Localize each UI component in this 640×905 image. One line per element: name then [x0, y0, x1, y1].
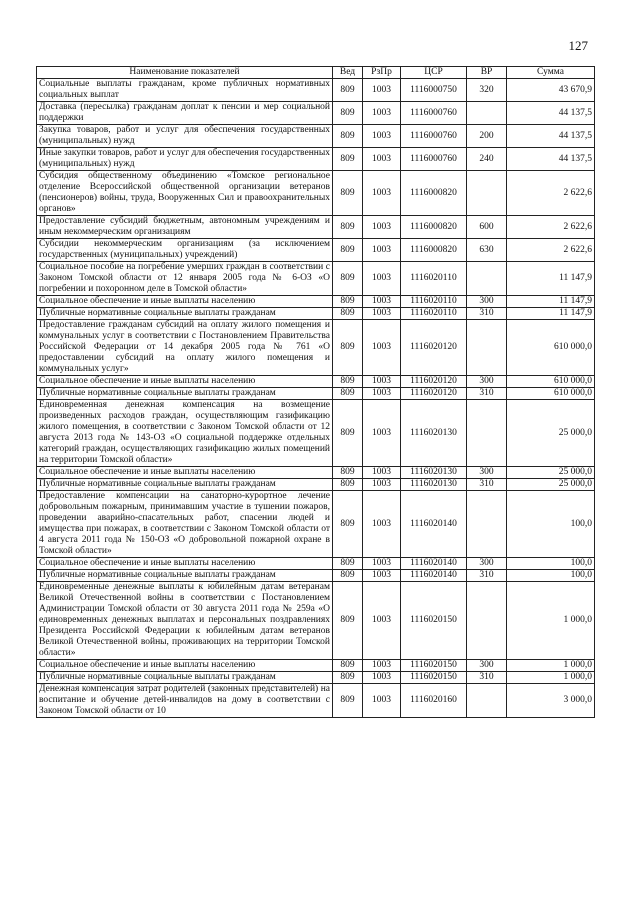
table-row: [37, 491, 595, 558]
table-header-row: [37, 67, 595, 79]
table-row: [37, 582, 595, 660]
budget-table: [36, 66, 595, 718]
cell-vr: [467, 400, 507, 467]
cell-ved: 809: [333, 400, 363, 467]
table-row: [37, 148, 595, 171]
cell-vr: 300: [467, 660, 507, 672]
cell-name: Социальное обеспечение и иные выплаты населению: [37, 467, 333, 479]
cell-sum: 11 147,9: [507, 262, 595, 296]
cell-vr: [467, 320, 507, 376]
cell-rzpr: 1003: [363, 308, 401, 320]
header-name: Наименование показателей: [37, 67, 333, 79]
cell-csr: 1116020140: [401, 491, 467, 558]
cell-rzpr: 1003: [363, 79, 401, 102]
cell-vr: 300: [467, 558, 507, 570]
table-body: [37, 79, 595, 718]
header-ved: Вед: [333, 67, 363, 79]
cell-csr: 1116020130: [401, 479, 467, 491]
cell-vr: [467, 684, 507, 718]
cell-vr: 310: [467, 479, 507, 491]
cell-sum: 44 137,5: [507, 125, 595, 148]
cell-vr: 630: [467, 239, 507, 262]
cell-name: Публичные нормативные социальные выплаты гражданам: [37, 308, 333, 320]
cell-ved: 809: [333, 479, 363, 491]
cell-name: Социальное обеспечение и иные выплаты населению: [37, 376, 333, 388]
cell-name: Предоставление субсидий бюджетным, автономным учреждениям и иным некоммерческим организациям: [37, 216, 333, 239]
header-sum: Сумма: [507, 67, 595, 79]
cell-sum: 25 000,0: [507, 479, 595, 491]
cell-ved: 809: [333, 467, 363, 479]
cell-csr: 1116020150: [401, 660, 467, 672]
table-row: [37, 467, 595, 479]
table-row: [37, 376, 595, 388]
cell-vr: [467, 582, 507, 660]
cell-vr: 310: [467, 388, 507, 400]
header-vr: ВР: [467, 67, 507, 79]
cell-vr: 240: [467, 148, 507, 171]
cell-name: Социальное обеспечение и иные выплаты населению: [37, 558, 333, 570]
cell-rzpr: 1003: [363, 582, 401, 660]
cell-name: Единовременные денежные выплаты к юбилейным датам ветеранам Великой Отечественной войны в соответствии с Постановлением Администрации Томской области от 30 августа 2011 года № 259а «О единовременных денежных выплатах и персональных поздравлениях Президента Российской Федерации к юбилейным датам ветеранов Великой Отечественной войны, проживающих на территории Томской области»: [37, 582, 333, 660]
cell-name: Социальное обеспечение и иные выплаты населению: [37, 296, 333, 308]
cell-ved: 809: [333, 125, 363, 148]
cell-rzpr: 1003: [363, 148, 401, 171]
cell-rzpr: 1003: [363, 239, 401, 262]
cell-ved: 809: [333, 296, 363, 308]
cell-rzpr: 1003: [363, 400, 401, 467]
cell-ved: 809: [333, 491, 363, 558]
cell-ved: 809: [333, 672, 363, 684]
cell-rzpr: 1003: [363, 216, 401, 239]
cell-sum: 11 147,9: [507, 296, 595, 308]
cell-csr: 1116020150: [401, 582, 467, 660]
cell-csr: 1116020110: [401, 296, 467, 308]
cell-name: Публичные нормативные социальные выплаты гражданам: [37, 479, 333, 491]
cell-vr: 300: [467, 376, 507, 388]
table-row: [37, 308, 595, 320]
cell-ved: 809: [333, 102, 363, 125]
cell-ved: 809: [333, 582, 363, 660]
cell-name: Публичные нормативные социальные выплаты гражданам: [37, 672, 333, 684]
cell-sum: 1 000,0: [507, 660, 595, 672]
cell-csr: 1116020110: [401, 262, 467, 296]
page-number: 127: [568, 38, 588, 53]
cell-name: Субсидии некоммерческим организациям (за исключением государственных (муниципальных) учреждений): [37, 239, 333, 262]
cell-ved: 809: [333, 320, 363, 376]
cell-sum: 2 622,6: [507, 216, 595, 239]
table-row: [37, 479, 595, 491]
cell-name: Социальное обеспечение и иные выплаты населению: [37, 660, 333, 672]
cell-vr: 300: [467, 467, 507, 479]
table-row: [37, 660, 595, 672]
cell-ved: 809: [333, 239, 363, 262]
table-row: [37, 79, 595, 102]
cell-rzpr: 1003: [363, 320, 401, 376]
cell-ved: 809: [333, 262, 363, 296]
cell-rzpr: 1003: [363, 171, 401, 216]
cell-ved: 809: [333, 216, 363, 239]
cell-name: Социальные выплаты гражданам, кроме публичных нормативных социальных выплат: [37, 79, 333, 102]
cell-sum: 25 000,0: [507, 467, 595, 479]
cell-name: Предоставление гражданам субсидий на оплату жилого помещения и коммунальных услуг в соответствии с Постановлением Правительства Российской Федерации от 14 декабря 2005 года № 761 «О предоставлении субсидий на оплату жилого помещения и коммунальных услуг»: [37, 320, 333, 376]
cell-csr: 1116020120: [401, 388, 467, 400]
cell-rzpr: 1003: [363, 558, 401, 570]
cell-vr: [467, 171, 507, 216]
cell-vr: [467, 262, 507, 296]
cell-name: Субсидия общественному объединению «Томское региональное отделение Всероссийской общественной организации ветеранов (пенсионеров) войны, труда, Вооруженных Сил и правоохранительных органов»: [37, 171, 333, 216]
cell-rzpr: 1003: [363, 125, 401, 148]
cell-csr: 1116000760: [401, 125, 467, 148]
cell-csr: 1116000750: [401, 79, 467, 102]
cell-rzpr: 1003: [363, 376, 401, 388]
cell-sum: 1 000,0: [507, 672, 595, 684]
cell-sum: 44 137,5: [507, 148, 595, 171]
cell-sum: 610 000,0: [507, 320, 595, 376]
table-row: [37, 320, 595, 376]
cell-rzpr: 1003: [363, 672, 401, 684]
cell-csr: 1116000820: [401, 171, 467, 216]
cell-rzpr: 1003: [363, 491, 401, 558]
cell-vr: 200: [467, 125, 507, 148]
cell-sum: 2 622,6: [507, 171, 595, 216]
cell-name: Публичные нормативные социальные выплаты гражданам: [37, 388, 333, 400]
table-row: [37, 400, 595, 467]
cell-ved: 809: [333, 376, 363, 388]
cell-sum: 43 670,9: [507, 79, 595, 102]
cell-vr: [467, 102, 507, 125]
cell-csr: 1116020140: [401, 570, 467, 582]
cell-rzpr: 1003: [363, 262, 401, 296]
cell-name: Иные закупки товаров, работ и услуг для обеспечения государственных (муниципальных) нужд: [37, 148, 333, 171]
header-csr: ЦСР: [401, 67, 467, 79]
cell-sum: 100,0: [507, 570, 595, 582]
cell-sum: 44 137,5: [507, 102, 595, 125]
table-row: [37, 570, 595, 582]
cell-csr: 1116020120: [401, 320, 467, 376]
cell-csr: 1116020120: [401, 376, 467, 388]
cell-ved: 809: [333, 558, 363, 570]
table-row: [37, 216, 595, 239]
table-row: [37, 239, 595, 262]
cell-name: Публичные нормативные социальные выплаты гражданам: [37, 570, 333, 582]
cell-vr: 310: [467, 672, 507, 684]
table-row: [37, 684, 595, 718]
cell-csr: 1116020160: [401, 684, 467, 718]
cell-csr: 1116000820: [401, 239, 467, 262]
cell-sum: 1 000,0: [507, 582, 595, 660]
cell-rzpr: 1003: [363, 479, 401, 491]
cell-sum: 3 000,0: [507, 684, 595, 718]
cell-name: Единовременная денежная компенсация на возмещение произведенных расходов граждан, осуществляющим газификацию жилого помещения, в соответствии с Законом Томской области от 12 августа 2013 года № 143-ОЗ «О социальной поддержке отдельных категорий граждан, осуществляющих газификацию жилых помещений на территории Томской области»: [37, 400, 333, 467]
cell-name: Предоставление компенсации на санаторно-курортное лечение добровольным пожарным, принимавшим участие в тушении пожаров, проведении аварийно-спасательных работ, спасении людей и имущества при пожарах, в соответствии с Законом Томской области от 4 августа 2011 года № 150-ОЗ «О добровольной пожарной охране в Томской области»: [37, 491, 333, 558]
table-row: [37, 672, 595, 684]
table-row: [37, 171, 595, 216]
table-row: [37, 125, 595, 148]
cell-csr: 1116020130: [401, 400, 467, 467]
cell-ved: 809: [333, 308, 363, 320]
header-rzpr: РзПр: [363, 67, 401, 79]
table-row: [37, 262, 595, 296]
cell-sum: 610 000,0: [507, 376, 595, 388]
cell-vr: 310: [467, 570, 507, 582]
cell-ved: 809: [333, 660, 363, 672]
cell-ved: 809: [333, 570, 363, 582]
cell-vr: 310: [467, 308, 507, 320]
cell-vr: 600: [467, 216, 507, 239]
cell-csr: 1116020130: [401, 467, 467, 479]
cell-rzpr: 1003: [363, 570, 401, 582]
cell-ved: 809: [333, 148, 363, 171]
cell-name: Доставка (пересылка) гражданам доплат к пенсии и мер социальной поддержки: [37, 102, 333, 125]
cell-ved: 809: [333, 79, 363, 102]
cell-csr: 1116020110: [401, 308, 467, 320]
cell-rzpr: 1003: [363, 296, 401, 308]
cell-sum: 25 000,0: [507, 400, 595, 467]
cell-sum: 2 622,6: [507, 239, 595, 262]
cell-csr: 1116000760: [401, 148, 467, 171]
cell-vr: [467, 491, 507, 558]
cell-sum: 100,0: [507, 491, 595, 558]
cell-rzpr: 1003: [363, 102, 401, 125]
cell-vr: 320: [467, 79, 507, 102]
table-row: [37, 102, 595, 125]
cell-sum: 11 147,9: [507, 308, 595, 320]
cell-csr: 1116000760: [401, 102, 467, 125]
cell-csr: 1116020140: [401, 558, 467, 570]
table-row: [37, 296, 595, 308]
table-row: [37, 388, 595, 400]
cell-name: Закупка товаров, работ и услуг для обеспечения государственных (муниципальных) нужд: [37, 125, 333, 148]
cell-vr: 300: [467, 296, 507, 308]
cell-rzpr: 1003: [363, 467, 401, 479]
cell-ved: 809: [333, 684, 363, 718]
cell-csr: 1116020150: [401, 672, 467, 684]
cell-rzpr: 1003: [363, 684, 401, 718]
table-row: [37, 558, 595, 570]
cell-ved: 809: [333, 388, 363, 400]
cell-name: Социальное пособие на погребение умерших граждан в соответствии с Законом Томской области от 12 января 2005 года № 6-ОЗ «О погребении и похоронном деле в Томской области»: [37, 262, 333, 296]
cell-sum: 610 000,0: [507, 388, 595, 400]
cell-name: Денежная компенсация затрат родителей (законных представителей) на воспитание и обучение детей-инвалидов на дому в соответствии с Законом Томской области от 10: [37, 684, 333, 718]
cell-ved: 809: [333, 171, 363, 216]
cell-sum: 100,0: [507, 558, 595, 570]
cell-rzpr: 1003: [363, 388, 401, 400]
cell-csr: 1116000820: [401, 216, 467, 239]
cell-rzpr: 1003: [363, 660, 401, 672]
